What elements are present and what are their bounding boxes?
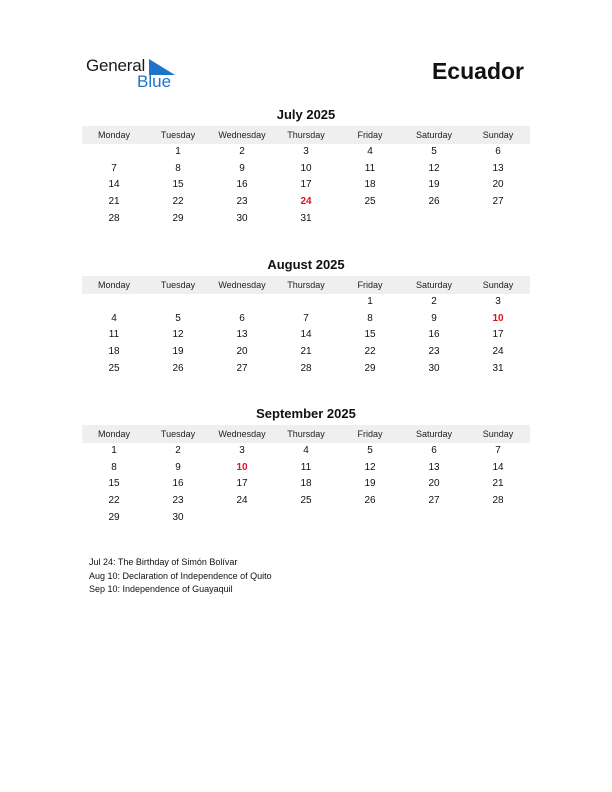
day-cell: 26 [172, 362, 184, 374]
day-cell [146, 294, 210, 311]
week-row [82, 327, 530, 344]
weekday-label: Thursday [287, 130, 325, 140]
day-cell: 7 [495, 445, 501, 456]
day-cell: 11 [300, 461, 312, 473]
day-cell: 7 [303, 312, 309, 324]
day-cell: 12 [172, 329, 184, 341]
day-cell: 2 [239, 146, 245, 157]
day-cell [402, 510, 466, 527]
day-cell: 17 [236, 478, 248, 490]
day-cell [82, 294, 146, 311]
weekday-label: Tuesday [160, 280, 196, 290]
week-row [82, 510, 530, 527]
day-cell: 4 [367, 146, 373, 157]
day-cell: 8 [175, 162, 181, 174]
holiday-note: Jul 24: The Birthday of Simón Bolívar [89, 557, 238, 567]
day-cell: 22 [108, 495, 120, 507]
day-cell: 21 [108, 196, 120, 208]
day-cell: 8 [111, 461, 117, 473]
weekday-label: Saturday [415, 429, 453, 439]
day-cell: 16 [172, 478, 184, 490]
day-cell: 14 [300, 329, 312, 341]
month-calendar [82, 256, 530, 377]
country-title: Ecuador [431, 58, 524, 84]
day-cell: 28 [108, 212, 120, 224]
day-cell [466, 510, 530, 527]
day-cell: 5 [431, 146, 437, 157]
day-cell [274, 294, 338, 311]
weekday-label: Friday [357, 280, 383, 290]
weekday-label: Friday [357, 130, 383, 140]
day-cell: 13 [428, 461, 440, 473]
week-row [82, 361, 530, 378]
weekday-label: Tuesday [160, 130, 196, 140]
day-cell: 26 [428, 196, 440, 208]
day-cell: 21 [300, 346, 312, 358]
logo-text-general: General [86, 56, 146, 75]
day-cell [210, 294, 274, 311]
day-cell [210, 510, 274, 527]
day-cell: 7 [111, 162, 117, 174]
day-cell: 27 [428, 495, 440, 507]
day-cell: 30 [236, 212, 248, 224]
day-cell: 30 [428, 362, 440, 374]
week-row [82, 311, 530, 328]
holiday-note: Sep 10: Independence of Guayaquil [89, 584, 233, 594]
day-cell: 24 [236, 495, 248, 507]
day-cell: 25 [300, 495, 312, 507]
month-calendar [82, 106, 530, 227]
logo-text-blue: Blue [137, 72, 172, 91]
weekday-header-row [82, 126, 530, 144]
day-cell: 31 [492, 362, 504, 374]
week-row [82, 211, 530, 228]
day-cell [402, 211, 466, 228]
month-title: August 2025 [267, 257, 345, 272]
day-cell: 18 [300, 478, 312, 490]
day-cell: 14 [492, 461, 504, 473]
day-cell [466, 211, 530, 228]
weekday-label: Sunday [482, 130, 514, 140]
day-cell: 29 [108, 511, 120, 523]
day-cell: 10 [300, 162, 312, 174]
day-cell: 19 [172, 346, 184, 358]
day-cell: 13 [236, 329, 248, 341]
day-cell: 2 [431, 296, 437, 307]
week-row [82, 443, 530, 460]
day-cell: 27 [236, 362, 248, 374]
day-cell: 23 [428, 346, 440, 358]
day-cell: 25 [364, 196, 376, 208]
week-row [82, 144, 530, 161]
weekday-label: Thursday [287, 429, 325, 439]
day-cell: 28 [300, 362, 312, 374]
day-cell: 22 [364, 346, 376, 358]
day-cell: 28 [492, 495, 504, 507]
day-cell: 5 [175, 312, 181, 324]
day-cell [82, 144, 146, 161]
day-cell: 20 [236, 346, 248, 358]
week-row [82, 177, 530, 194]
weekday-label: Monday [97, 130, 131, 140]
day-cell: 23 [236, 196, 248, 208]
day-cell: 20 [428, 478, 440, 490]
week-row [82, 460, 530, 477]
week-row [82, 476, 530, 493]
day-cell: 31 [300, 212, 312, 224]
day-cell: 4 [111, 312, 117, 324]
day-cell: 23 [172, 495, 184, 507]
weekday-label: Wednesday [218, 280, 266, 290]
generalblue-logo [86, 56, 186, 92]
day-cell: 24 [492, 346, 504, 358]
day-cell: 19 [428, 179, 440, 191]
holiday-day-cell: 10 [492, 312, 504, 324]
weekday-label: Monday [97, 280, 131, 290]
day-cell: 5 [367, 445, 373, 456]
day-cell: 6 [495, 146, 501, 157]
week-row [82, 194, 530, 211]
day-cell: 13 [492, 162, 504, 174]
week-row [82, 161, 530, 178]
day-cell: 22 [172, 196, 184, 208]
day-cell: 29 [172, 212, 184, 224]
weekday-header-row [82, 425, 530, 443]
week-row [82, 493, 530, 510]
month-calendar [82, 405, 530, 526]
day-cell [338, 510, 402, 527]
day-cell: 19 [364, 478, 376, 490]
day-cell: 18 [364, 179, 376, 191]
day-cell: 9 [239, 162, 245, 174]
day-cell: 25 [108, 362, 120, 374]
day-cell: 27 [492, 196, 504, 208]
day-cell: 3 [239, 445, 245, 456]
day-cell: 16 [236, 179, 248, 191]
day-cell: 30 [172, 511, 184, 523]
weekday-label: Wednesday [218, 429, 266, 439]
weekday-label: Friday [357, 429, 383, 439]
day-cell: 9 [431, 312, 437, 324]
day-cell: 15 [108, 478, 120, 490]
day-cell: 21 [492, 478, 504, 490]
day-cell: 12 [428, 162, 440, 174]
day-cell: 4 [303, 445, 309, 456]
day-cell: 15 [364, 329, 376, 341]
day-cell: 3 [303, 146, 309, 157]
holiday-day-cell: 10 [236, 461, 248, 473]
day-cell: 26 [364, 495, 376, 507]
day-cell: 20 [492, 179, 504, 191]
day-cell: 1 [111, 445, 117, 456]
day-cell: 1 [175, 146, 181, 157]
weekday-label: Sunday [482, 280, 514, 290]
weekday-label: Sunday [482, 429, 514, 439]
week-row [82, 294, 530, 311]
month-title: September 2025 [256, 406, 356, 421]
day-cell: 3 [495, 296, 501, 307]
day-cell: 9 [175, 461, 181, 473]
day-cell: 11 [364, 162, 376, 174]
day-cell: 6 [239, 312, 245, 324]
day-cell: 14 [108, 179, 120, 191]
day-cell: 16 [428, 329, 440, 341]
day-cell: 18 [108, 346, 120, 358]
weekday-label: Saturday [415, 280, 453, 290]
day-cell: 6 [431, 445, 437, 456]
day-cell: 1 [367, 296, 373, 307]
day-cell: 15 [172, 179, 184, 191]
day-cell: 17 [300, 179, 312, 191]
week-row [82, 344, 530, 361]
weekday-label: Thursday [287, 280, 325, 290]
weekday-label: Wednesday [218, 130, 266, 140]
weekday-label: Tuesday [160, 429, 196, 439]
day-cell: 8 [367, 312, 373, 324]
holiday-notes [89, 556, 272, 597]
day-cell: 11 [108, 329, 120, 341]
month-title: July 2025 [276, 107, 336, 122]
day-cell: 12 [364, 461, 376, 473]
weekday-header-row [82, 276, 530, 294]
day-cell [338, 211, 402, 228]
day-cell: 17 [492, 329, 504, 341]
day-cell [274, 510, 338, 527]
weekday-label: Monday [97, 429, 131, 439]
holiday-day-cell: 24 [300, 196, 312, 208]
holiday-note: Aug 10: Declaration of Independence of Quito [89, 570, 272, 581]
day-cell: 29 [364, 362, 376, 374]
day-cell: 2 [175, 445, 181, 456]
weekday-label: Saturday [415, 130, 453, 140]
